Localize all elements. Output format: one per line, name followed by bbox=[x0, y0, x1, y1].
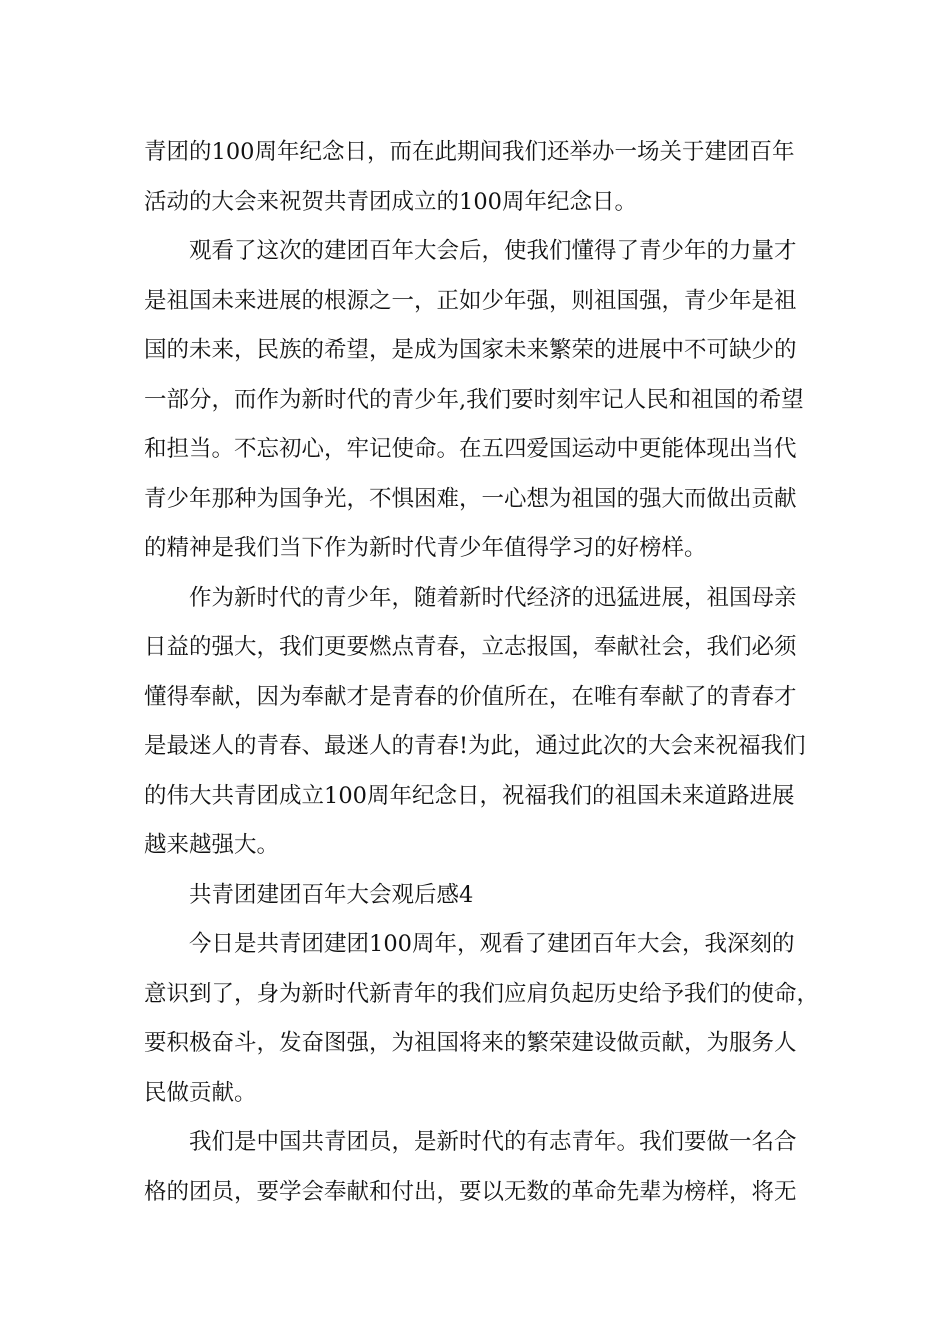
text-line: 活动的大会来祝贺共青团成立的100周年纪念日。 bbox=[144, 188, 637, 215]
text-line: 的伟大共青团成立100周年纪念日，祝福我们的祖国未来道路进展 bbox=[144, 782, 795, 809]
document-body bbox=[144, 128, 820, 1217]
text-line: 和担当。不忘初心，牢记使命。在五四爱国运动中更能体现出当代 bbox=[144, 436, 797, 462]
text-line: 青少年那种为国争光，不惧困难，一心想为祖国的强大而做出贡献 bbox=[144, 485, 797, 512]
text-line: 格的团员，要学会奉献和付出，要以无数的革命先辈为榜样，将无 bbox=[144, 1178, 797, 1205]
text-line: 要积极奋斗，发奋图强，为祖国将来的繁荣建设做贡献，为服务人 bbox=[144, 1030, 797, 1056]
text-line: 我们是中国共青团员，是新时代的有志青年。我们要做一名合 bbox=[189, 1129, 797, 1155]
heading-line: 共青团建团百年大会观后感4 bbox=[189, 881, 474, 908]
section-heading bbox=[144, 871, 808, 921]
text-line: 意识到了，身为新时代新青年的我们应肩负起历史给予我们的使命， bbox=[144, 980, 820, 1007]
text-line: 越来越强大。 bbox=[144, 832, 280, 858]
paragraph bbox=[144, 920, 820, 1118]
text-line: 是祖国未来进展的根源之一，正如少年强，则祖国强，青少年是祖 bbox=[144, 287, 797, 314]
text-line: 是最迷人的青春、最迷人的青春!为此，通过此次的大会来祝福我们 bbox=[144, 733, 806, 759]
text-line: 的精神是我们当下作为新时代青少年值得学习的好榜样。 bbox=[144, 535, 707, 561]
paragraph bbox=[144, 227, 808, 574]
text-line: 民做贡献。 bbox=[144, 1079, 257, 1106]
text-line: 作为新时代的青少年，随着新时代经济的迅猛进展，祖国母亲 bbox=[189, 584, 797, 611]
text-line: 观看了这次的建团百年大会后，使我们懂得了青少年的力量才 bbox=[189, 238, 797, 264]
paragraph bbox=[144, 128, 808, 227]
paragraph bbox=[144, 1118, 808, 1217]
paragraph bbox=[144, 574, 808, 871]
text-line: 一部分，而作为新时代的青少年,我们要时刻牢记人民和祖国的希望 bbox=[144, 386, 804, 413]
text-line: 懂得奉献，因为奉献才是青春的价值所在，在唯有奉献了的青春才 bbox=[144, 683, 797, 710]
text-line: 国的未来，民族的希望，是成为国家未来繁荣的进展中不可缺少的 bbox=[144, 337, 797, 363]
text-line: 今日是共青团建团100周年，观看了建团百年大会，我深刻的 bbox=[189, 931, 795, 957]
text-line: 日益的强大，我们更要燃点青春，立志报国，奉献社会，我们必须 bbox=[144, 634, 797, 660]
text-line: 青团的100周年纪念日，而在此期间我们还举办一场关于建团百年 bbox=[144, 139, 795, 165]
